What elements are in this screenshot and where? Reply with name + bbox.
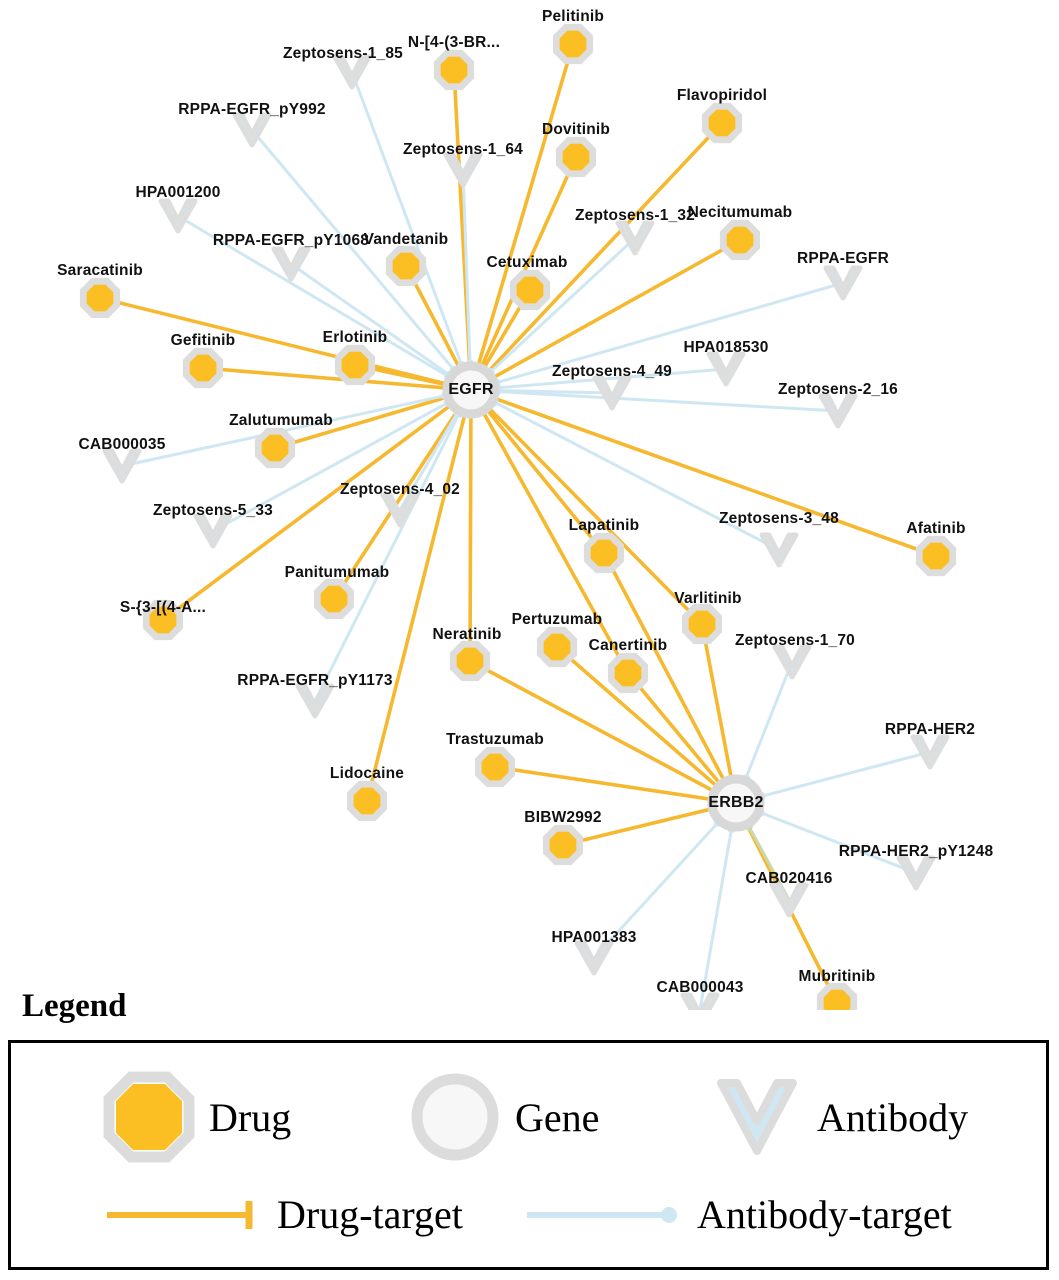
node-label: Mubritinib <box>798 968 876 985</box>
drug-node[interactable] <box>560 31 587 58</box>
node-label: BIBW2992 <box>524 809 602 826</box>
antibody-target-edge <box>315 413 459 701</box>
legend-item-drug-target <box>103 1191 463 1238</box>
node-label: S-{3-[(4-A... <box>119 599 207 616</box>
drug-node[interactable] <box>457 648 484 675</box>
drug-node[interactable] <box>190 355 217 382</box>
antibody-node[interactable] <box>577 943 611 973</box>
antibody-node[interactable] <box>913 737 947 767</box>
antibody-target-edge <box>352 72 462 366</box>
node-label: Necitumumab <box>687 204 793 221</box>
node-label: Zeptosens-4_49 <box>552 363 672 380</box>
node-label: Gefitinib <box>170 332 236 349</box>
antibody-node[interactable] <box>161 201 195 231</box>
node-label: Lidocaine <box>329 765 405 782</box>
drug-target-edge <box>628 673 719 783</box>
node-label: Canertinib <box>588 637 668 654</box>
node-label: Zeptosens-1_85 <box>283 45 403 62</box>
node-label: RPPA-EGFR <box>797 250 889 267</box>
drug-node[interactable] <box>727 227 754 254</box>
legend-node-row <box>11 1061 1046 1171</box>
drug-node[interactable] <box>517 277 544 304</box>
node-label: Zalutumumab <box>229 412 333 429</box>
legend-item-drug <box>103 1071 291 1163</box>
node-label: ERBB2 <box>708 794 764 811</box>
node-label: HPA001383 <box>551 929 637 946</box>
drug-node[interactable] <box>482 754 509 781</box>
node-label: RPPA-EGFR_pY1173 <box>237 672 393 689</box>
node-label: Zeptosens-1_70 <box>735 632 855 649</box>
node-label: Dovitinib <box>541 121 611 138</box>
legend-label-antibody-target: Antibody-target <box>697 1192 952 1237</box>
antibody-target-edge <box>746 662 792 779</box>
drug-node[interactable] <box>709 110 736 137</box>
node-label: HPA001200 <box>135 184 221 201</box>
node-label: CAB020416 <box>745 870 833 887</box>
antibody-target-edge-icon <box>523 1195 683 1235</box>
node-label: Zeptosens-5_33 <box>153 502 273 519</box>
node-label: RPPA-HER2_pY1248 <box>838 843 994 860</box>
antibody-node[interactable] <box>105 451 139 481</box>
legend-title: Legend <box>22 988 127 1024</box>
node-label: Trastuzumab <box>446 731 544 748</box>
drug-target-edge <box>470 416 471 661</box>
node-label: Zeptosens-4_02 <box>340 481 460 498</box>
drug-node[interactable] <box>615 660 642 687</box>
antibody-node[interactable] <box>196 516 230 546</box>
drug-target-edge <box>100 298 446 384</box>
legend-item-antibody <box>711 1071 968 1163</box>
node-label: Lapatinib <box>568 517 640 534</box>
drug-target-edge <box>478 44 573 365</box>
drug-node[interactable] <box>689 611 716 638</box>
drug-node[interactable] <box>342 352 369 379</box>
legend-box <box>8 1040 1049 1270</box>
node-label: Neratinib <box>432 626 502 643</box>
node-label: N-[4-(3-BR... <box>407 34 501 51</box>
drug-node[interactable] <box>393 253 420 280</box>
node-label: RPPA-EGFR_pY992 <box>178 101 326 118</box>
octagon-drug-icon <box>103 1071 195 1163</box>
antibody-node[interactable] <box>762 535 796 565</box>
drug-node[interactable] <box>591 540 618 567</box>
node-label: Pertuzumab <box>511 611 603 628</box>
node-label: Erlotinib <box>322 329 388 346</box>
drug-node[interactable] <box>262 435 289 462</box>
node-label: Zeptosens-1_64 <box>403 141 523 158</box>
legend-label-drug: Drug <box>209 1094 292 1140</box>
node-label: Zeptosens-3_48 <box>719 510 839 527</box>
drug-target-edge <box>489 123 722 371</box>
antibody-node[interactable] <box>298 686 332 716</box>
drug-node[interactable] <box>544 634 571 661</box>
drug-target-edge <box>702 624 731 777</box>
drug-node[interactable] <box>550 832 577 859</box>
node-label: Panitumumab <box>284 564 390 581</box>
legend-item-gene <box>409 1071 599 1163</box>
circle-gene-icon <box>409 1071 501 1163</box>
node-label: EGFR <box>448 381 494 398</box>
node-label: Cetuximab <box>486 254 568 271</box>
antibody-node[interactable] <box>775 647 809 677</box>
drug-node[interactable] <box>563 144 590 171</box>
drug-node[interactable] <box>354 788 381 815</box>
node-label: Saracatinib <box>57 262 143 279</box>
legend-edge-row <box>11 1183 1046 1263</box>
antibody-node[interactable] <box>446 155 480 185</box>
node-label: CAB000043 <box>656 979 744 996</box>
node-label: Zeptosens-2_16 <box>778 381 898 398</box>
antibody-node[interactable] <box>826 268 860 298</box>
legend-item-antibody-target <box>523 1191 952 1238</box>
antibody-node[interactable] <box>772 885 806 915</box>
node-label: CAB000035 <box>78 436 166 453</box>
legend-label-antibody: Antibody <box>817 1094 969 1140</box>
drug-target-edge <box>495 399 936 556</box>
node-label: Varlitinib <box>674 590 742 607</box>
vee-antibody-icon <box>711 1071 803 1163</box>
legend-label-gene: Gene <box>515 1094 600 1140</box>
node-label: Zeptosens-1_32 <box>575 207 695 224</box>
drug-node[interactable] <box>321 586 348 613</box>
node-label: Pelitinib <box>541 8 605 25</box>
drug-node[interactable] <box>441 57 468 84</box>
drug-node[interactable] <box>923 543 950 570</box>
antibody-node[interactable] <box>899 858 933 888</box>
antibody-target-edge <box>761 752 930 796</box>
antibody-node[interactable] <box>235 115 269 145</box>
drug-target-edge-icon <box>103 1195 263 1235</box>
node-label: Vandetanib <box>363 231 449 248</box>
legend-label-drug-target: Drug-target <box>277 1192 463 1237</box>
node-label: RPPA-EGFR_pY1068 <box>212 232 370 249</box>
node-label: Flavopiridol <box>676 87 768 104</box>
node-label: RPPA-HER2 <box>884 721 976 738</box>
node-label: Afatinib <box>906 520 966 537</box>
node-label: HPA018530 <box>683 339 769 356</box>
drug-node[interactable] <box>87 285 114 312</box>
